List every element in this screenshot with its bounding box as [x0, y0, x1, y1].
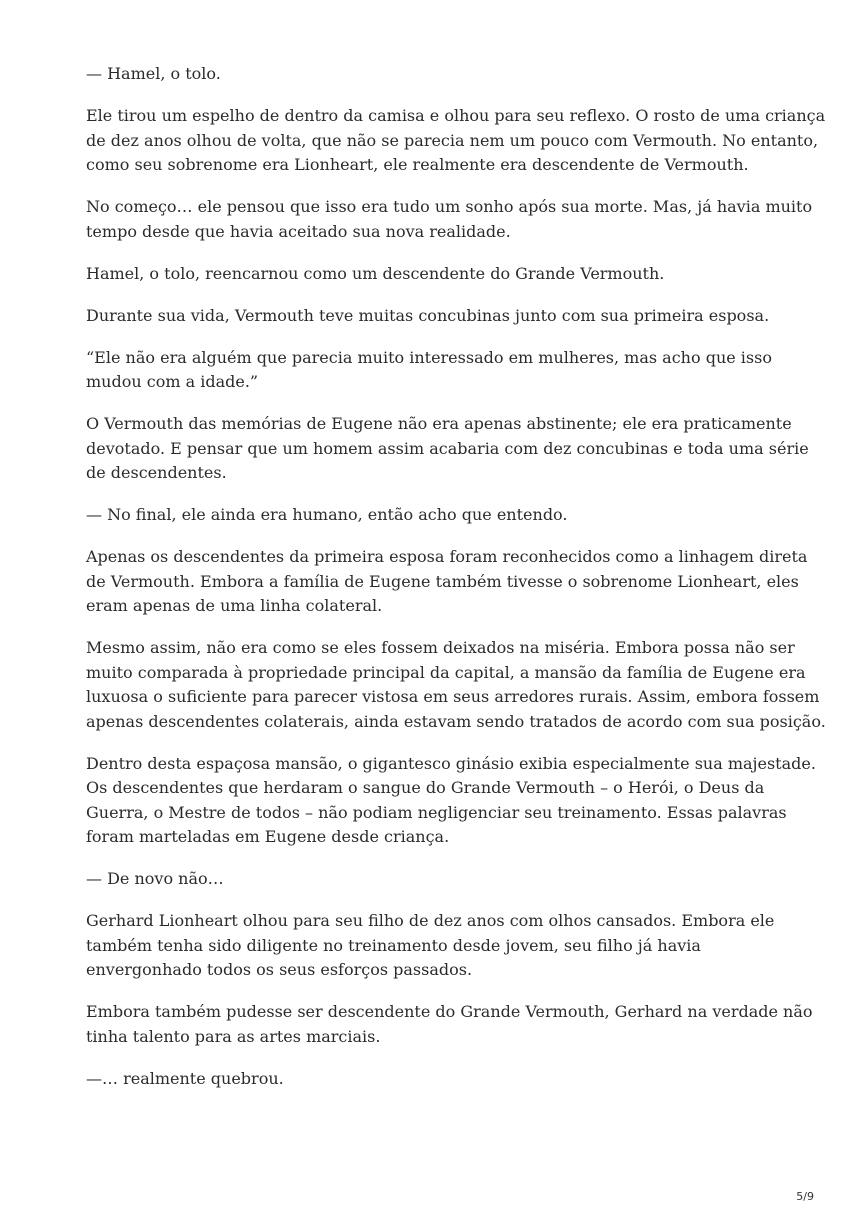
text-line: tempo desde que havia aceitado sua nova realidade. [86, 221, 511, 241]
text-line: de Vermouth. Embora a família de Eugene também tivesse o sobrenome Lionheart, eles [86, 571, 799, 591]
text-line: Dentro desta espaçosa mansão, o gigantesco ginásio exibia especialmente sua majestade. [86, 753, 816, 773]
text-line: — De novo não… [86, 869, 224, 888]
text-line: Apenas os descendentes da primeira esposa foram reconhecidos como a linhagem direta [86, 547, 808, 566]
text-line: Gerhard Lionheart olhou para seu filho de dez anos com olhos cansados. Embora ele [86, 911, 775, 930]
text-line: Embora também pudesse ser descendente do Grande Vermouth, Gerhard na verdade não [86, 1002, 813, 1021]
text-line: Durante sua vida, Vermouth teve muitas concubinas junto com sua primeira esposa. [86, 305, 770, 325]
text-line: — No final, ele ainda era humano, então acho que entendo. [86, 505, 568, 524]
text-line: Ele tirou um espelho de dentro da camisa e olhou para seu reflexo. O rosto de uma criança [86, 106, 826, 125]
text-line: de descendentes. [86, 463, 227, 482]
text-line: Guerra, o Mestre de todos – não podiam negligenciar seu treinamento. Essas palavras [86, 802, 787, 822]
document-body [86, 62, 826, 1109]
text-line: como seu sobrenome era Lionheart, ele realmente era descendente de Vermouth. [86, 155, 749, 174]
page-number: 5/9 [796, 1190, 814, 1203]
text-line: também tenha sido diligente no treinamento desde jovem, seu filho já havia [86, 935, 701, 955]
paragraph [86, 412, 809, 486]
text-line: Os descendentes que herdaram o sangue do Grande Vermouth – o Herói, o Deus da [86, 778, 765, 797]
text-line: luxuosa o suficiente para parecer vistosa em seus arredores rurais. Assim, embora fossem [86, 687, 820, 706]
paragraph [86, 195, 813, 244]
paragraph [86, 104, 826, 178]
paragraph [86, 867, 786, 892]
text-line: — Hamel, o tolo. [86, 64, 221, 83]
text-line: Mesmo assim, não era como se eles fossem deixados na miséria. Embora possa não ser [86, 638, 795, 657]
paragraph [86, 503, 786, 528]
text-line: —… realmente quebrou. [86, 1068, 284, 1088]
paragraph [86, 62, 786, 87]
text-line: No começo… ele pensou que isso era tudo um sonho após sua morte. Mas, já havia muito [86, 197, 813, 216]
paragraph [86, 304, 786, 329]
text-line: eram apenas de uma linha colateral. [86, 596, 383, 615]
text-line: foram marteladas em Eugene desde criança. [86, 827, 450, 846]
text-line: tinha talento para as artes marciais. [86, 1026, 381, 1046]
text-line: de dez anos olhou de volta, que não se parecia nem um pouco com Vermouth. No entanto, [86, 130, 819, 150]
paragraph [86, 1000, 813, 1049]
paragraph [86, 752, 816, 850]
text-line: devotado. E pensar que um homem assim acabaria com dez concubinas e toda uma série [86, 438, 809, 458]
text-line: Hamel, o tolo, reencarnou como um descendente do Grande Vermouth. [86, 263, 665, 283]
paragraph [86, 909, 786, 983]
text-line: mudou com a idade.” [86, 372, 259, 391]
text-line: apenas descendentes colaterais, ainda estavam sendo tratados de acordo com sua posição. [86, 711, 826, 731]
text-line: “Ele não era alguém que parecia muito interessado em mulheres, mas acho que isso [86, 347, 772, 367]
paragraph [86, 636, 826, 734]
paragraph [86, 1067, 786, 1092]
paragraph [86, 346, 786, 395]
paragraph [86, 262, 786, 287]
paragraph [86, 545, 808, 619]
text-line: muito comparada à propriedade principal da capital, a mansão da família de Eugene era [86, 662, 806, 682]
text-line: envergonhado todos os seus esforços passados. [86, 960, 473, 979]
text-line: O Vermouth das memórias de Eugene não era apenas abstinente; ele era praticamente [86, 414, 792, 433]
